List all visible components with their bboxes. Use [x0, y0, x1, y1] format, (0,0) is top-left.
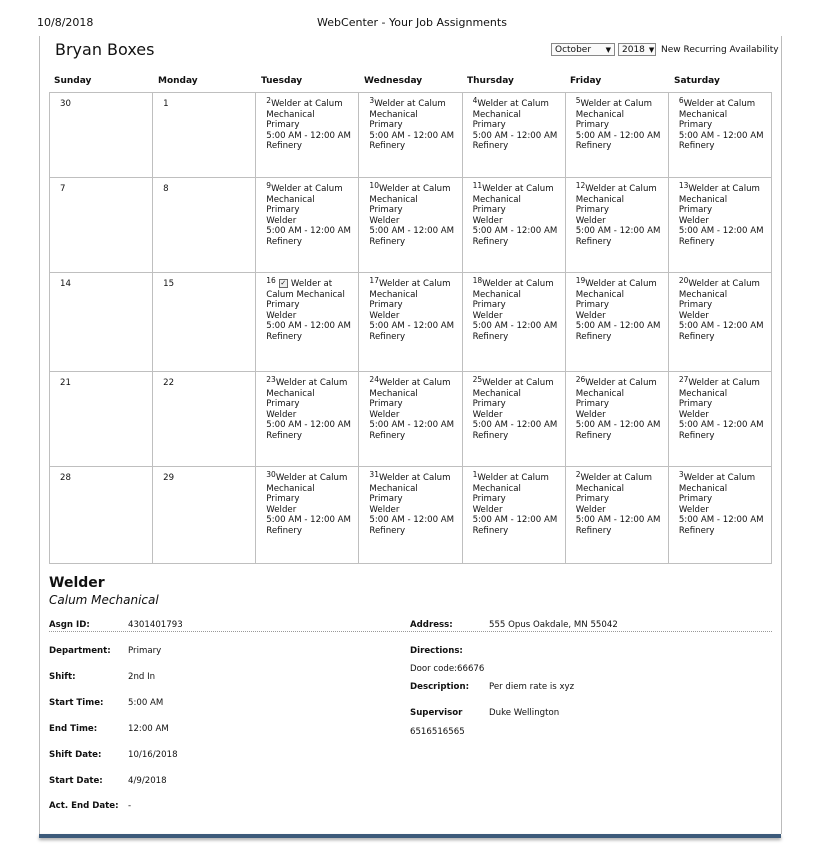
assignment-line: Welder at Calum: [271, 99, 343, 109]
dow-thursday: Thursday: [467, 76, 514, 86]
calendar-day-cell[interactable]: [565, 93, 668, 178]
calendar-day-cell[interactable]: [50, 467, 153, 564]
day-number: 31: [369, 470, 379, 479]
day-number: 7: [60, 184, 66, 194]
assignment-line: Welder at Calum: [378, 378, 451, 388]
assignment-line: Primary: [266, 205, 300, 215]
assignment-line: Mechanical: [575, 483, 625, 494]
calendar-day-cell[interactable]: [462, 93, 565, 178]
calendar-day-cell[interactable]: [668, 178, 771, 273]
assignment-line: Refinery: [369, 331, 406, 342]
assignment-line: Welder: [472, 310, 503, 321]
assignment-line: Refinery: [472, 525, 509, 536]
assignment-line: 5:00 AM - 12:00 AM: [369, 321, 455, 331]
assignment-line: 5:00 AM - 12:00 AM: [266, 130, 351, 141]
assignment-line: Mechanical: [369, 388, 418, 399]
asgn-id-value: 4301401793: [128, 620, 183, 630]
department-label: Department:: [49, 646, 111, 656]
assignment-line: Welder at Calum: [482, 378, 554, 388]
assignment-line: Welder: [369, 215, 400, 226]
day-number: 19: [575, 276, 586, 285]
assignment-line: 5:00 AM - 12:00 AM: [369, 515, 455, 525]
assignment-line: 5:00 AM - 12:00 AM: [472, 515, 558, 525]
assignment-line: Welder at Calum: [580, 473, 652, 483]
assignment-line: Welder: [575, 310, 606, 321]
day-number: 15: [163, 279, 175, 289]
assignment-line: Mechanical: [266, 388, 315, 399]
assignment-line: Welder: [575, 409, 606, 420]
calendar-grid: [49, 92, 772, 564]
assignment-entry[interactable]: [678, 470, 771, 536]
assignment-entry[interactable]: [678, 181, 771, 247]
start-date-label: Start Date:: [49, 776, 103, 786]
assignment-line: Refinery: [369, 430, 406, 441]
assignment-line: Welder: [266, 504, 297, 515]
assignment-line: Mechanical: [678, 194, 728, 205]
assignment-line: Refinery: [369, 236, 406, 247]
address-label: Address:: [410, 620, 453, 630]
calendar-day-cell[interactable]: [256, 93, 359, 178]
dow-saturday: Saturday: [674, 76, 720, 86]
supervisor-label: Supervisor: [410, 708, 463, 718]
assignment-line: Mechanical: [575, 194, 625, 205]
checkbox-checked-icon[interactable]: ✓: [280, 279, 287, 287]
assignment-line: Welder: [678, 409, 709, 420]
assignment-line: 5:00 AM - 12:00 AM: [575, 130, 661, 141]
address-value: 555 Opus Oakdale, MN 55042: [489, 620, 618, 630]
directions-value: Door code:66676: [410, 664, 485, 674]
assignment-line: Primary: [678, 205, 713, 215]
assignment-line: Mechanical: [472, 388, 521, 399]
assignment-line: Welder at Calum: [378, 473, 451, 483]
assignment-line: Welder: [678, 215, 709, 226]
assignment-line: Welder: [369, 504, 400, 515]
assignment-line: Mechanical: [575, 289, 625, 300]
assignment-line: Mechanical: [369, 194, 418, 205]
assignment-entry[interactable]: [678, 276, 771, 342]
calendar-week-row: [50, 273, 772, 372]
assignment-line: Calum Mechanical: [266, 289, 345, 300]
assignment-line: Mechanical: [575, 388, 625, 399]
day-number: 23: [266, 375, 276, 384]
calendar-week-row: [50, 178, 772, 273]
day-number: 25: [472, 375, 483, 384]
calendar-day-cell[interactable]: [256, 273, 359, 372]
calendar-day-cell[interactable]: [256, 467, 359, 564]
assignment-line: Primary: [472, 205, 506, 215]
calendar-week-row: [50, 372, 772, 467]
department-value: Primary: [128, 646, 162, 656]
assignment-line: Welder at Calum: [275, 378, 348, 388]
day-number: 12: [575, 181, 586, 190]
day-number: 21: [60, 378, 71, 388]
assignment-line: Welder at Calum: [374, 99, 446, 109]
month-select[interactable]: [551, 43, 615, 56]
new-recurring-availability-link[interactable]: New Recurring Availability: [661, 44, 779, 55]
assignment-line: 5:00 AM - 12:00 AM: [678, 226, 764, 236]
day-number: 17: [369, 276, 379, 285]
assignment-line: Welder: [369, 310, 400, 321]
dow-friday: Friday: [570, 76, 602, 86]
day-number: 4: [472, 96, 478, 105]
calendar-day-cell[interactable]: [668, 372, 771, 467]
day-number: 28: [60, 473, 71, 483]
asgn-id-label: Asgn ID:: [49, 620, 90, 630]
day-number: 13: [678, 181, 689, 190]
start-date-value: 4/9/2018: [128, 776, 167, 786]
assignment-line: Primary: [575, 399, 609, 409]
day-number: 27: [678, 375, 689, 384]
assignment-entry[interactable]: [369, 375, 461, 441]
assignment-line: Welder at Calum: [585, 378, 657, 388]
assignment-line: Mechanical: [266, 194, 315, 205]
assignment-line: Primary: [472, 494, 506, 504]
assignment-entry[interactable]: [575, 96, 668, 152]
assignment-line: Refinery: [678, 141, 715, 151]
assignment-line: Welder at Calum: [477, 473, 549, 483]
calendar-day-cell[interactable]: [359, 178, 462, 273]
dow-sunday: Sunday: [54, 76, 92, 86]
assignment-entry[interactable]: [472, 375, 565, 441]
end-time-value: 12:00 AM: [128, 724, 169, 734]
day-number: 8: [163, 184, 169, 194]
assignment-line: 5:00 AM - 12:00 AM: [472, 226, 558, 236]
day-number: 16: [266, 276, 276, 285]
calendar-day-cell[interactable]: [153, 178, 256, 273]
assignment-line: Primary: [575, 494, 609, 504]
calendar-week-row: [50, 93, 772, 178]
directions-label: Directions:: [410, 646, 463, 656]
dow-tuesday: Tuesday: [261, 76, 303, 86]
day-number: 1: [472, 470, 478, 479]
assignment-entry[interactable]: [266, 181, 358, 247]
assignment-line: 5:00 AM - 12:00 AM: [369, 130, 455, 141]
assignment-line: Primary: [369, 120, 403, 130]
assignment-line: Primary: [266, 494, 300, 504]
assignment-line: 5:00 AM - 12:00 AM: [678, 130, 764, 141]
assignment-entry[interactable]: [266, 470, 358, 536]
supervisor-value: Duke Wellington: [489, 708, 560, 718]
assignment-line: Welder at Calum: [688, 184, 760, 194]
description-label: Description:: [410, 682, 470, 692]
assignment-line: Refinery: [678, 525, 715, 536]
assignment-line: 5:00 AM - 12:00 AM: [472, 321, 558, 331]
day-number: 22: [163, 378, 175, 388]
assignment-line: Welder: [472, 215, 503, 226]
shift-date-label: Shift Date:: [49, 750, 102, 760]
calendar-day-cell[interactable]: [256, 178, 359, 273]
assignment-line: Refinery: [472, 236, 509, 247]
assignment-line: Primary: [472, 300, 506, 310]
calendar-day-cell[interactable]: [153, 93, 256, 178]
calendar-day-cell[interactable]: [565, 273, 668, 372]
day-number: 2: [575, 470, 581, 479]
assignment-line: Mechanical: [472, 194, 521, 205]
assignment-line: Refinery: [575, 141, 612, 151]
assignment-entry[interactable]: [678, 375, 771, 441]
day-number: 18: [472, 276, 483, 285]
day-number: 14: [60, 279, 71, 289]
assignment-line: Refinery: [266, 236, 302, 247]
assignment-line: Welder at Calum: [683, 99, 756, 109]
assignment-line: 5:00 AM - 12:00 AM: [266, 420, 351, 430]
assignment-company: Calum Mechanical: [49, 593, 159, 607]
calendar-day-cell[interactable]: [153, 467, 256, 564]
assignment-line: Welder at Calum: [482, 279, 554, 289]
assignment-line: 5:00 AM - 12:00 AM: [472, 130, 558, 141]
assignment-entry[interactable]: [369, 470, 461, 536]
calendar-day-cell[interactable]: [462, 372, 565, 467]
calendar-day-cell[interactable]: [153, 372, 256, 467]
chevron-down-icon: ▼: [648, 45, 655, 54]
day-number: 9: [266, 181, 272, 190]
day-number: 1: [163, 99, 169, 109]
assignment-line: Welder at Calum: [271, 184, 343, 194]
assignment-entry[interactable]: [472, 181, 565, 247]
calendar-day-cell[interactable]: [50, 178, 153, 273]
assignment-line: Primary: [472, 120, 506, 130]
assignment-entry[interactable]: [575, 181, 668, 247]
act-end-date-value: -: [128, 801, 132, 811]
day-number: 30: [60, 99, 71, 109]
assignment-line: 5:00 AM - 12:00 AM: [678, 515, 764, 525]
assignment-line: Refinery: [575, 525, 612, 536]
assignment-line: Welder at Calum: [585, 279, 657, 289]
assignment-entry[interactable]: [266, 276, 358, 342]
calendar-day-cell[interactable]: [565, 178, 668, 273]
assignment-entry[interactable]: [266, 375, 358, 441]
assignment-line: Refinery: [678, 236, 715, 247]
assignment-line: Mechanical: [369, 483, 418, 494]
assignment-line: Refinery: [575, 430, 612, 441]
assignment-line: Welder: [575, 215, 606, 226]
calendar-controls: [551, 43, 779, 56]
print-page-title: WebCenter - Your Job Assignments: [317, 16, 507, 29]
assignment-line: Refinery: [678, 430, 715, 441]
calendar-day-cell[interactable]: [565, 372, 668, 467]
assignment-line: Primary: [266, 120, 300, 130]
divider: [49, 631, 772, 632]
assignment-line: Welder at Calum: [683, 473, 756, 483]
assignment-line: Primary: [575, 300, 609, 310]
calendar-week-row: [50, 467, 772, 564]
calendar-day-cell[interactable]: [668, 273, 771, 372]
month-select-value: October: [555, 44, 592, 55]
assignment-line: Primary: [575, 205, 609, 215]
day-number: 26: [575, 375, 586, 384]
assignment-line: Mechanical: [266, 109, 315, 120]
assignment-entry[interactable]: [472, 96, 565, 152]
assignment-line: Refinery: [575, 331, 612, 342]
shift-label: Shift:: [49, 672, 76, 682]
assignment-line: Welder at Calum: [477, 99, 549, 109]
assignment-line: Mechanical: [472, 289, 521, 300]
day-number: 6: [678, 96, 684, 105]
assignment-line: Primary: [369, 300, 403, 310]
assignment-line: 5:00 AM - 12:00 AM: [575, 226, 661, 236]
assignment-line: Primary: [575, 120, 609, 130]
assignment-line: Primary: [369, 205, 403, 215]
assignment-line: Primary: [266, 300, 300, 310]
assignment-line: 5:00 AM - 12:00 AM: [369, 420, 455, 430]
assignment-line: 5:00 AM - 12:00 AM: [575, 515, 661, 525]
day-number: 10: [369, 181, 379, 190]
calendar-day-cell[interactable]: [50, 93, 153, 178]
shift-value: 2nd In: [128, 672, 156, 682]
assignment-line: Refinery: [472, 331, 509, 342]
day-number: 29: [163, 473, 175, 483]
assignment-line: Mechanical: [369, 109, 418, 120]
assignment-line: 5:00 AM - 12:00 AM: [472, 420, 558, 430]
assignment-line: Refinery: [266, 430, 302, 441]
assignment-line: Refinery: [369, 525, 406, 536]
calendar-day-cell[interactable]: [462, 467, 565, 564]
day-number: 24: [369, 375, 379, 384]
assignment-line: 5:00 AM - 12:00 AM: [575, 321, 661, 331]
assignment-entry[interactable]: [369, 181, 461, 247]
page-bottom-edge: [39, 834, 781, 838]
year-select-value: 2018: [622, 44, 645, 55]
print-date: 10/8/2018: [37, 16, 94, 29]
assignment-line: Primary: [678, 494, 713, 504]
assignment-line: Primary: [369, 494, 403, 504]
assignment-line: Welder at Calum: [688, 279, 760, 289]
assignment-line: Refinery: [472, 141, 509, 151]
year-select[interactable]: [618, 43, 656, 56]
assignment-line: Welder: [575, 504, 606, 515]
assignment-line: 5:00 AM - 12:00 AM: [266, 515, 351, 525]
assignment-line: Welder: [678, 504, 709, 515]
assignment-line: Primary: [472, 399, 506, 409]
dow-wednesday: Wednesday: [364, 76, 423, 86]
assignment-line: Refinery: [266, 525, 302, 536]
assignment-entry[interactable]: [472, 276, 565, 342]
assignment-line: Welder: [472, 504, 503, 515]
start-time-value: 5:00 AM: [128, 698, 164, 708]
assignment-line: Mechanical: [678, 109, 728, 120]
assignment-line: Welder: [369, 409, 400, 420]
employee-name: Bryan Boxes: [55, 40, 155, 59]
assignment-line: 5:00 AM - 12:00 AM: [678, 420, 764, 430]
assignment-title: Welder: [49, 575, 105, 591]
day-number: 2: [266, 96, 272, 105]
day-number: 30: [266, 470, 276, 479]
assignment-line: 5:00 AM - 12:00 AM: [678, 321, 764, 331]
assignment-line: 5:00 AM - 12:00 AM: [369, 226, 455, 236]
assignment-line: 5:00 AM - 12:00 AM: [575, 420, 661, 430]
calendar-day-cell[interactable]: [153, 273, 256, 372]
day-number: 20: [678, 276, 689, 285]
assignment-line: Mechanical: [266, 483, 315, 494]
assignment-entry[interactable]: [575, 276, 668, 342]
assignment-line: Welder: [472, 409, 503, 420]
assignment-line: Refinery: [266, 331, 302, 342]
assignment-line: Primary: [678, 399, 713, 409]
assignment-line: Welder at Calum: [378, 279, 451, 289]
day-number: 5: [575, 96, 581, 105]
end-time-label: End Time:: [49, 724, 98, 734]
calendar-day-cell[interactable]: [50, 273, 153, 372]
day-number: 11: [472, 181, 483, 190]
assignment-line: Refinery: [369, 141, 406, 151]
assignment-line: Mechanical: [472, 109, 521, 120]
assignment-entry[interactable]: [266, 96, 358, 152]
calendar-day-cell[interactable]: [256, 372, 359, 467]
assignment-line: Mechanical: [369, 289, 418, 300]
assignment-entry[interactable]: [678, 96, 771, 152]
start-time-label: Start Time:: [49, 698, 104, 708]
assignment-line: Mechanical: [472, 483, 521, 494]
chevron-down-icon: ▼: [605, 45, 611, 54]
assignment-line: 5:00 AM - 12:00 AM: [266, 321, 351, 331]
calendar-day-cell[interactable]: [462, 178, 565, 273]
assignment-entry[interactable]: [575, 470, 668, 536]
day-number: 3: [369, 96, 375, 105]
calendar-day-cell[interactable]: [359, 467, 462, 564]
assignment-line: Primary: [369, 399, 403, 409]
assignment-line: Refinery: [575, 236, 612, 247]
assignment-line: Welder at Calum: [580, 99, 652, 109]
supervisor-phone: 6516516565: [410, 727, 465, 737]
assignment-line: Refinery: [266, 141, 302, 151]
assignment-line: 5:00 AM - 12:00 AM: [266, 226, 351, 236]
assignment-entry[interactable]: [575, 375, 668, 441]
assignment-line: Welder at Calum: [482, 184, 554, 194]
assignment-line: Welder at Calum: [688, 378, 760, 388]
assignment-line: Refinery: [678, 331, 715, 342]
assignment-line: Welder at: [290, 279, 333, 289]
assignment-entry[interactable]: [369, 96, 461, 152]
calendar-day-cell[interactable]: [50, 372, 153, 467]
calendar-day-cell[interactable]: [359, 93, 462, 178]
calendar-day-cell[interactable]: [359, 372, 462, 467]
description-value: Per diem rate is xyz: [489, 682, 575, 692]
calendar-day-cell[interactable]: [462, 273, 565, 372]
assignment-line: Mechanical: [575, 109, 625, 120]
assignment-line: Refinery: [472, 430, 509, 441]
act-end-date-label: Act. End Date:: [49, 801, 119, 811]
assignment-entry[interactable]: [472, 470, 565, 536]
assignment-line: Mechanical: [678, 388, 728, 399]
assignment-line: Primary: [678, 300, 713, 310]
shift-date-value: 10/16/2018: [128, 750, 178, 760]
assignment-line: Mechanical: [678, 289, 728, 300]
dow-monday: Monday: [158, 76, 198, 86]
calendar-day-cell[interactable]: [668, 93, 771, 178]
assignment-line: Primary: [678, 120, 713, 130]
calendar-day-cell[interactable]: [565, 467, 668, 564]
assignment-line: Welder: [266, 310, 297, 321]
calendar-day-cell[interactable]: [668, 467, 771, 564]
day-number: 3: [678, 470, 684, 479]
assignment-line: Welder: [266, 409, 297, 420]
assignment-line: Welder at Calum: [378, 184, 451, 194]
assignment-line: Welder at Calum: [585, 184, 657, 194]
assignment-line: Welder: [678, 310, 709, 321]
calendar-day-cell[interactable]: [359, 273, 462, 372]
assignment-line: Welder: [266, 215, 297, 226]
assignment-line: Welder at Calum: [275, 473, 348, 483]
assignment-line: Primary: [266, 399, 300, 409]
assignment-entry[interactable]: [369, 276, 461, 342]
assignment-line: Mechanical: [678, 483, 728, 494]
